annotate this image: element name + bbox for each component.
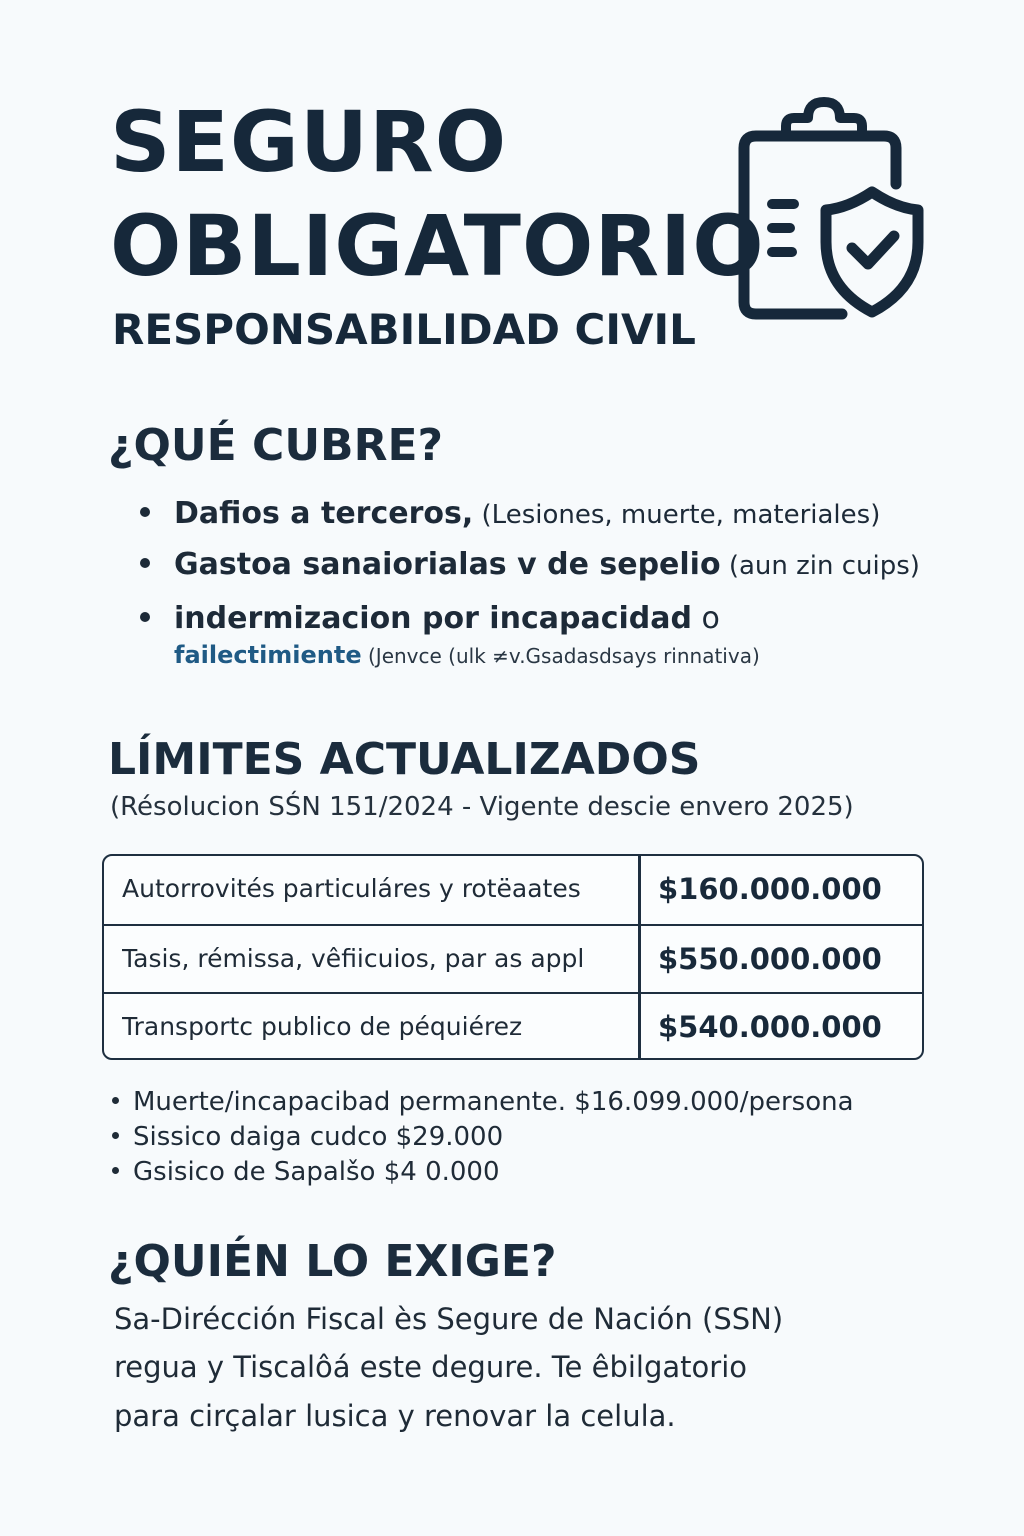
- limit-extra-text: Sissico daiga cudco $29.000: [133, 1122, 504, 1152]
- coverage-item-bold: Gastoa sanaiorialas v de sepelio: [174, 547, 721, 582]
- table-row: [104, 856, 922, 924]
- bullet-icon: [140, 612, 150, 622]
- limits-table: [102, 854, 924, 1060]
- coverage-item-note: (Jenvce (ulk ≠v.Gsadasdsays rinnativa): [361, 644, 760, 668]
- table-cell-amount: $540.000.000: [658, 1010, 882, 1044]
- bullet-icon: [140, 507, 150, 517]
- coverage-item: [140, 601, 720, 636]
- coverage-item-continuation: [174, 643, 760, 667]
- who-heading: ¿QUIÉN LO EXIGE?: [108, 1236, 557, 1287]
- who-body-line: para cirçalar lusica y renovar la celula.: [114, 1399, 676, 1433]
- who-body-line: regua y Tiscalôá este degure. Te êbilgatorio: [114, 1350, 747, 1384]
- coverage-item-detail: (Lesiones, muerte, materiales): [473, 500, 881, 530]
- limit-extra-item: [112, 1159, 500, 1185]
- table-cell-amount: $160.000.000: [658, 872, 882, 906]
- limit-extra-text: Gsisico de Sapalšo $4 0.000: [133, 1157, 500, 1187]
- coverage-item-detail: o: [691, 601, 720, 636]
- limit-extra-item: [112, 1089, 854, 1115]
- table-cell-vehicle-type: Transportc publico de péquiérez: [122, 1012, 523, 1041]
- coverage-item: [140, 547, 920, 582]
- table-row: [104, 924, 922, 992]
- table-cell-amount: $550.000.000: [658, 942, 882, 976]
- bullet-icon: [112, 1167, 119, 1174]
- coverage-heading: ¿QUÉ CUBRE?: [108, 420, 444, 471]
- limit-extra-item: [112, 1124, 503, 1150]
- bullet-icon: [140, 558, 150, 568]
- table-cell-vehicle-type: Autorrovités particuláres y rotëaates: [122, 874, 581, 903]
- coverage-item-accent: failectimiente: [174, 641, 362, 669]
- title-line-1: SEGURO: [110, 93, 508, 191]
- table-row: [104, 992, 922, 1060]
- who-body-line: Sa-Dirécción Fiscal ès Segure de Nación (SSN): [114, 1302, 784, 1336]
- coverage-item-bold: Dafios a terceros,: [174, 496, 474, 531]
- subtitle: RESPONSABILIDAD CIVIL: [112, 305, 696, 354]
- bullet-icon: [112, 1097, 119, 1104]
- clipboard-shield-check-icon: [734, 92, 930, 324]
- coverage-item-bold: indermizacion por incapacidad: [174, 601, 692, 636]
- limits-resolution-note: (Résolucion SŚN 151/2024 - Vigente descie envero 2025): [110, 792, 854, 822]
- coverage-item: [140, 496, 881, 531]
- limits-heading: LÍMITES ACTUALIZADOS: [108, 734, 701, 785]
- limit-extra-text: Muerte/incapacibad permanente. $16.099.000/persona: [133, 1087, 854, 1117]
- table-cell-vehicle-type: Tasis, rémissa, vêfiicuios, par as appl: [122, 944, 585, 973]
- title-line-2: OBLIGATORIO: [110, 197, 765, 295]
- bullet-icon: [112, 1132, 119, 1139]
- coverage-item-detail: (aun zin cuips): [720, 551, 920, 581]
